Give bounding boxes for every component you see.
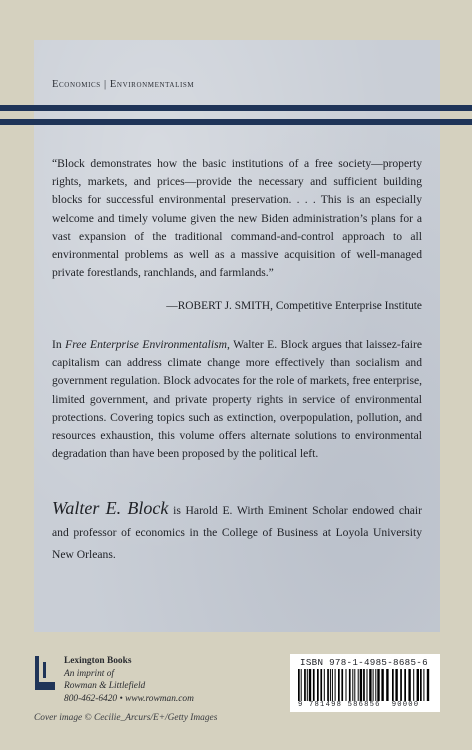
author-bio: [52, 497, 422, 566]
description-lead: In: [52, 338, 66, 351]
publisher-name: Lexington Books: [64, 656, 132, 666]
decorative-stripe-bottom: [0, 119, 472, 125]
author-bio-text: is Harold E. Wirth Eminent Scholar endowed chair and professor of economics in the College of Business at Loyola University New Orleans.: [52, 504, 423, 561]
author-name: Walter E. Block: [52, 498, 169, 518]
decorative-stripe-top: [0, 105, 472, 111]
endorsement-attribution: —ROBERT J. SMITH, Competitive Enterprise Institute: [166, 300, 422, 312]
isbn-number: ISBN 978-1-4985-8685-6: [300, 657, 428, 668]
cover-image-credit: Cover image © Cecilie_Arcurs/E+/Getty Images: [34, 713, 218, 723]
book-description: [52, 336, 422, 463]
endorsement-quote: “Block demonstrates how the basic institutions of a free society—property rights, markets, and prices—provide the necessary and sufficient building blocks for successful environmental preservation. . . . This is an especially welcome and timely volume given the new Biden administration’s plans for a vast expansion of the traditional command-and-control approach to all environmental problems as well as a massive acquisition of well-managed private forestlands, ranchlands, and farmlands.”: [52, 157, 422, 280]
price-barcode-bars: [392, 669, 432, 701]
price-code: 90000: [391, 701, 420, 709]
publisher-contact: 800-462-6420 • www.rowman.com: [64, 693, 194, 704]
barcode: [290, 654, 440, 712]
barcode-digits: [298, 701, 438, 709]
barcode-main-digits: 9 781498 586856: [298, 701, 381, 709]
category-label: Economics | Environmentalism: [52, 79, 195, 90]
barcode-bars: [298, 669, 390, 701]
parent-publisher: Rowman & Littlefield: [64, 681, 146, 691]
publisher-block: [64, 655, 194, 705]
publisher-logo-icon: [34, 656, 56, 690]
book-title: Free Enterprise Environmentalism: [65, 338, 227, 351]
imprint-line: An imprint of: [64, 668, 115, 679]
description-body: , Walter E. Block argues that laissez-faire capitalism can address climate change more effectively than socialism and government regulation. Block advocates for the role of markets, free enterprise, limited government, and private property rights in service of environmental protections. Covering topics such as extinction, overpopulation, pollution, and resources exhaustion, this volume offers alternate solutions to environmental degradation than have been proposed by the political left.: [52, 338, 423, 461]
